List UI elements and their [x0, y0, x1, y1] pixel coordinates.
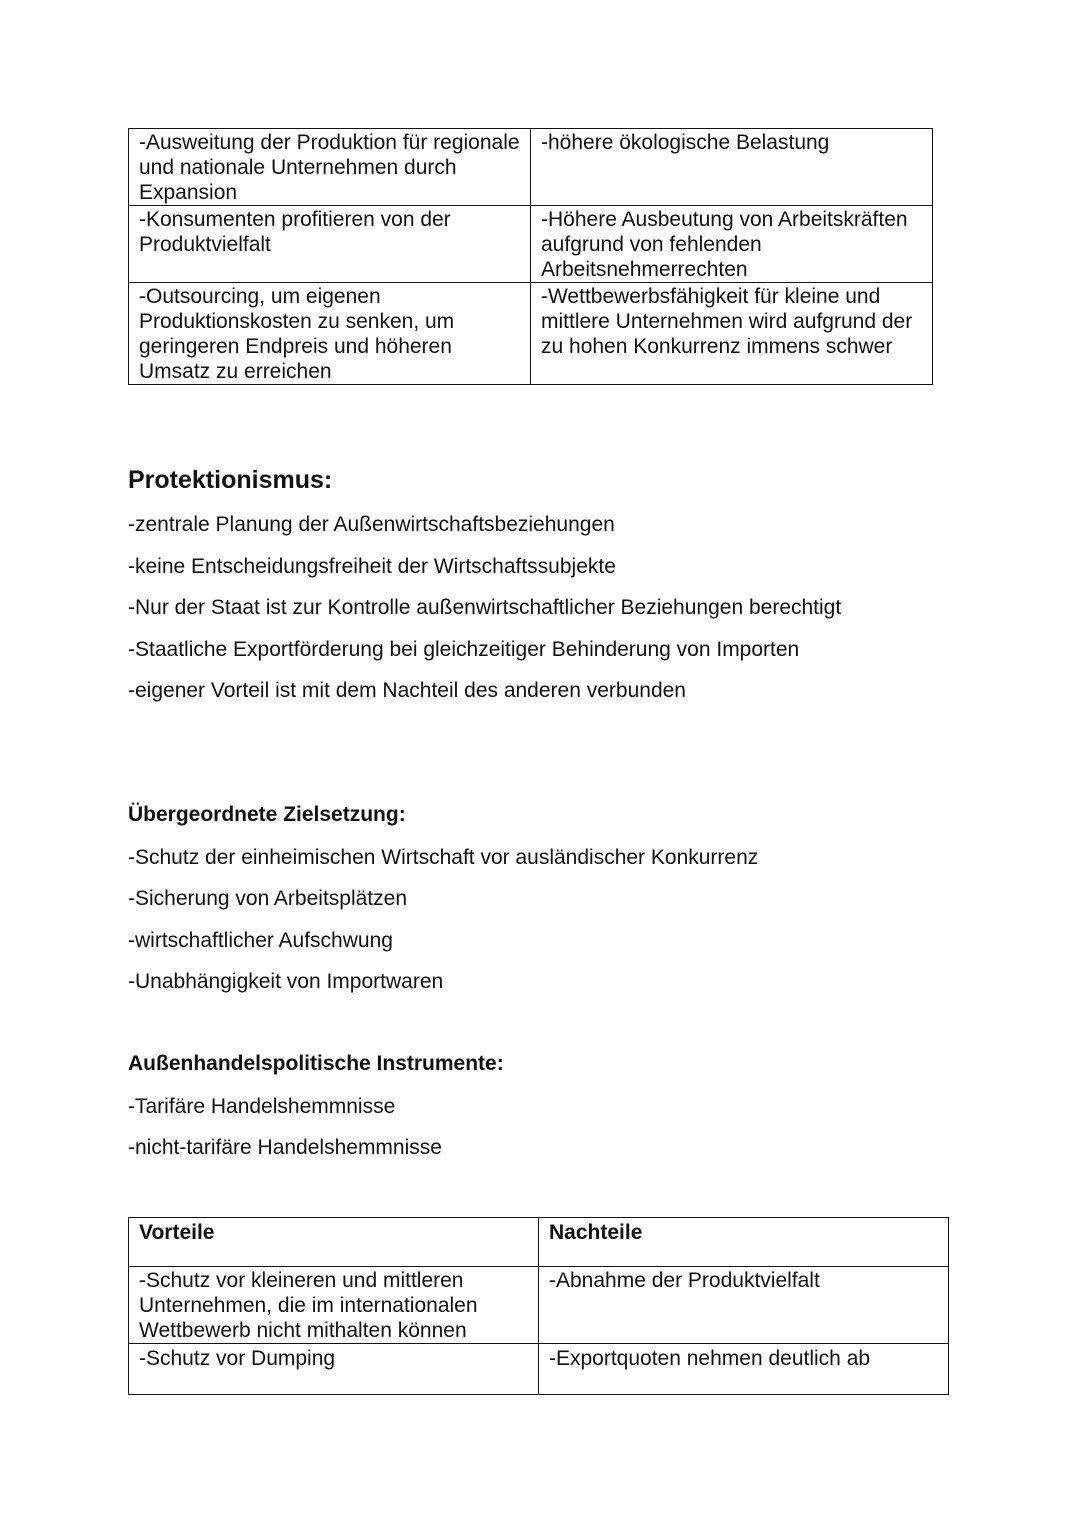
table-cell-left: -Schutz vor Dumping — [129, 1344, 539, 1395]
table-row — [129, 129, 933, 206]
list-item: -Sicherung von Arbeitsplätzen — [128, 887, 407, 910]
list-item: -Staatliche Exportförderung bei gleichzeitiger Behinderung von Importen — [128, 638, 800, 661]
table-cell-left: -Konsumenten profitieren von der Produktvielfalt — [129, 206, 531, 283]
table-cell-left: -Ausweitung der Produktion für regionale und nationale Unternehmen durch Expansion — [129, 129, 531, 206]
table-row — [129, 206, 933, 283]
section-heading-protektionismus: Protektionismus: — [128, 466, 333, 494]
section-heading-zielsetzung: Übergeordnete Zielsetzung: — [128, 803, 406, 826]
column-header-vorteile: Vorteile — [129, 1218, 539, 1267]
table-cell-left: -Schutz vor kleineren und mittleren Unternehmen, die im internationalen Wettbewerb nicht mithalten können — [129, 1267, 539, 1344]
list-item: -Unabhängigkeit von Importwaren — [128, 970, 444, 993]
table-row — [129, 283, 933, 385]
table-cell-right: -höhere ökologische Belastung — [531, 129, 933, 206]
list-item: -Tarifäre Handelshemmnisse — [128, 1095, 396, 1118]
pros-cons-table-bottom — [128, 1217, 949, 1395]
list-item: -Nur der Staat ist zur Kontrolle außenwirtschaftlicher Beziehungen berechtigt — [128, 596, 842, 619]
table-cell-right: -Abnahme der Produktvielfalt — [539, 1267, 949, 1344]
table-row — [129, 1267, 949, 1344]
list-item: -eigener Vorteil ist mit dem Nachteil des anderen verbunden — [128, 679, 686, 702]
pros-cons-table-top — [128, 128, 933, 385]
table-cell-right: -Höhere Ausbeutung von Arbeitskräften aufgrund von fehlenden Arbeitsnehmerrechten — [531, 206, 933, 283]
section-heading-instrumente: Außenhandelspolitische Instrumente: — [128, 1052, 504, 1075]
column-header-nachteile: Nachteile — [539, 1218, 949, 1267]
table-cell-left: -Outsourcing, um eigenen Produktionskosten zu senken, um geringeren Endpreis und höheren Umsatz zu erreichen — [129, 283, 531, 385]
table-cell-right: -Wettbewerbsfähigkeit für kleine und mittlere Unternehmen wird aufgrund der zu hohen Konkurrenz immens schwer — [531, 283, 933, 385]
list-item: -keine Entscheidungsfreiheit der Wirtschaftssubjekte — [128, 555, 616, 578]
list-item: -zentrale Planung der Außenwirtschaftsbeziehungen — [128, 513, 615, 536]
table-cell-right: -Exportquoten nehmen deutlich ab — [539, 1344, 949, 1395]
list-item: -Schutz der einheimischen Wirtschaft vor ausländischer Konkurrenz — [128, 846, 759, 869]
list-item: -nicht-tarifäre Handelshemmnisse — [128, 1136, 442, 1159]
list-item: -wirtschaftlicher Aufschwung — [128, 929, 393, 952]
table-header-row — [129, 1218, 949, 1267]
table-row — [129, 1344, 949, 1395]
